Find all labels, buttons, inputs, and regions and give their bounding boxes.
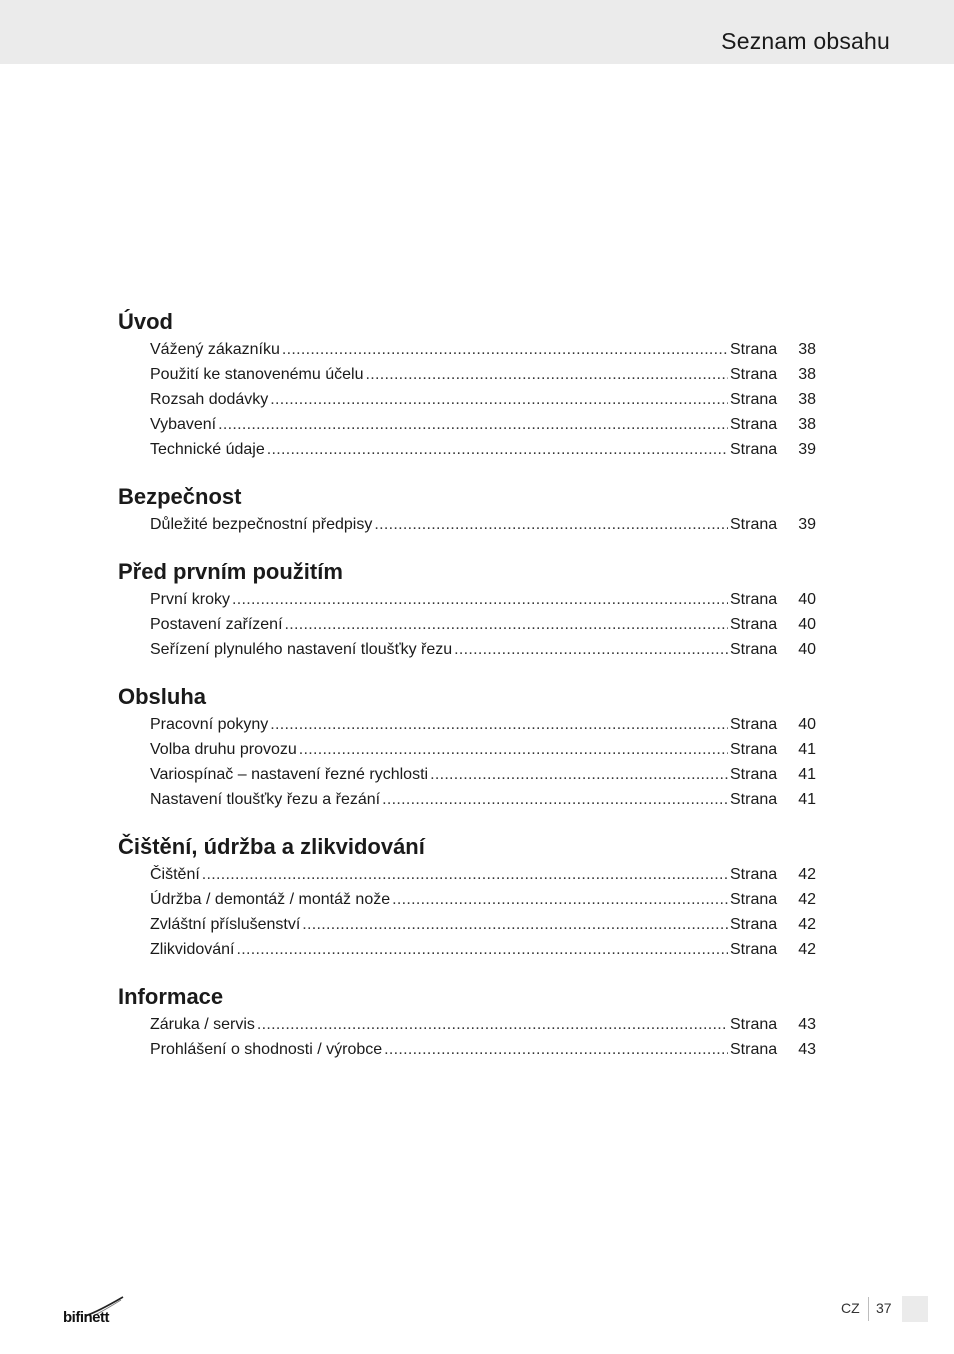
entry-page-number: 38 <box>798 391 816 408</box>
dot-leader <box>267 437 728 462</box>
toc-section <box>118 306 818 462</box>
entry-title: Technické údaje <box>150 441 265 458</box>
entry-strana-label: Strana <box>730 591 778 608</box>
dot-leader <box>270 387 728 412</box>
footer-divider <box>868 1297 869 1321</box>
entry-page-number: 43 <box>798 1041 816 1058</box>
logo-text: bifinett <box>63 1309 109 1326</box>
dot-leader <box>282 337 728 362</box>
dot-leader <box>430 762 728 787</box>
entry-title: Seřízení plynulého nastavení tloušťky řezu <box>150 641 453 658</box>
entry-title: Údržba / demontáž / montáž nože <box>150 891 391 908</box>
entry-strana-label: Strana <box>730 1041 778 1058</box>
entry-title: Zvláštní příslušenství <box>150 916 301 933</box>
entry-title: Rozsah dodávky <box>150 391 269 408</box>
entry-strana-label: Strana <box>730 341 778 358</box>
bifinett-logo <box>63 1296 125 1330</box>
toc-section <box>118 981 818 1062</box>
entry-page-number: 39 <box>798 441 816 458</box>
entry-page-number: 41 <box>798 766 816 783</box>
toc-entry <box>150 887 816 912</box>
dot-leader <box>232 587 728 612</box>
entry-title: Důležité bezpečnostní předpisy <box>150 516 373 533</box>
entry-page-number: 40 <box>798 591 816 608</box>
section-heading: Informace <box>118 984 224 1009</box>
toc-entry <box>150 737 816 762</box>
dot-leader <box>218 412 728 437</box>
toc-entry <box>150 712 816 737</box>
toc-entry <box>150 612 816 637</box>
footer-tab-box <box>902 1296 928 1322</box>
entry-page-number: 38 <box>798 416 816 433</box>
dot-leader <box>365 362 728 387</box>
toc-entry <box>150 1012 816 1037</box>
section-heading: Čištění, údržba a zlikvidování <box>118 834 425 859</box>
dot-leader <box>392 887 728 912</box>
entry-page-number: 42 <box>798 891 816 908</box>
entry-title: Použití ke stanovenému účelu <box>150 366 364 383</box>
entry-strana-label: Strana <box>730 641 778 658</box>
entry-title: Volba druhu provozu <box>150 741 297 758</box>
toc-entry <box>150 912 816 937</box>
entry-strana-label: Strana <box>730 1016 778 1033</box>
toc-entry <box>150 787 816 812</box>
language-code: CZ <box>841 1300 860 1316</box>
entry-strana-label: Strana <box>730 941 778 958</box>
dot-leader <box>384 1037 728 1062</box>
entry-title: Zlikvidování <box>150 941 235 958</box>
entry-strana-label: Strana <box>730 441 778 458</box>
entry-strana-label: Strana <box>730 366 778 383</box>
entry-title: Nastavení tloušťky řezu a řezání <box>150 791 381 808</box>
entry-page-number: 41 <box>798 791 816 808</box>
entry-title: První kroky <box>150 591 231 608</box>
entry-strana-label: Strana <box>730 716 778 733</box>
page-number: 37 <box>876 1300 892 1316</box>
entry-strana-label: Strana <box>730 391 778 408</box>
dot-leader <box>454 637 728 662</box>
entry-strana-label: Strana <box>730 741 778 758</box>
entry-page-number: 43 <box>798 1016 816 1033</box>
entry-page-number: 42 <box>798 941 816 958</box>
toc-entry <box>150 637 816 662</box>
toc-section <box>118 831 818 962</box>
toc-entry <box>150 512 816 537</box>
dot-leader <box>202 862 728 887</box>
toc-entry <box>150 587 816 612</box>
section-heading: Bezpečnost <box>118 484 242 509</box>
section-heading: Před prvním použitím <box>118 559 343 584</box>
entry-page-number: 42 <box>798 916 816 933</box>
dot-leader <box>374 512 728 537</box>
toc-entry <box>150 762 816 787</box>
section-heading: Úvod <box>118 309 173 334</box>
entry-page-number: 40 <box>798 716 816 733</box>
entry-title: Prohlášení o shodnosti / výrobce <box>150 1041 383 1058</box>
toc-entry <box>150 437 816 462</box>
entry-strana-label: Strana <box>730 416 778 433</box>
entry-title: Variospínač – nastavení řezné rychlosti <box>150 766 429 783</box>
dot-leader <box>302 912 728 937</box>
entry-title: Postavení zařízení <box>150 616 283 633</box>
toc-entry <box>150 937 816 962</box>
entry-strana-label: Strana <box>730 791 778 808</box>
dot-leader <box>236 937 728 962</box>
entry-title: Vážený zákazníku <box>150 341 280 358</box>
dot-leader <box>285 612 728 637</box>
toc-entry <box>150 362 816 387</box>
dot-leader <box>270 712 728 737</box>
toc-section <box>118 481 818 537</box>
dot-leader <box>257 1012 728 1037</box>
entry-title: Vybavení <box>150 416 217 433</box>
toc-entry <box>150 412 816 437</box>
entry-strana-label: Strana <box>730 766 778 783</box>
entry-title: Záruka / servis <box>150 1016 255 1033</box>
toc-entry <box>150 862 816 887</box>
entry-strana-label: Strana <box>730 516 778 533</box>
toc-entry <box>150 1037 816 1062</box>
entry-strana-label: Strana <box>730 616 778 633</box>
entry-strana-label: Strana <box>730 891 778 908</box>
toc-entry <box>150 387 816 412</box>
dot-leader <box>299 737 728 762</box>
toc-section <box>118 681 818 812</box>
entry-page-number: 42 <box>798 866 816 883</box>
entry-page-number: 38 <box>798 366 816 383</box>
table-of-contents <box>118 306 818 1062</box>
dot-leader <box>382 787 728 812</box>
entry-title: Pracovní pokyny <box>150 716 269 733</box>
entry-strana-label: Strana <box>730 866 778 883</box>
entry-page-number: 40 <box>798 641 816 658</box>
toc-section <box>118 556 818 662</box>
entry-strana-label: Strana <box>730 916 778 933</box>
entry-page-number: 38 <box>798 341 816 358</box>
page-title: Seznam obsahu <box>721 28 890 54</box>
entry-title: Čištění <box>150 866 200 883</box>
entry-page-number: 40 <box>798 616 816 633</box>
toc-entry <box>150 337 816 362</box>
section-heading: Obsluha <box>118 684 207 709</box>
entry-page-number: 41 <box>798 741 816 758</box>
entry-page-number: 39 <box>798 516 816 533</box>
